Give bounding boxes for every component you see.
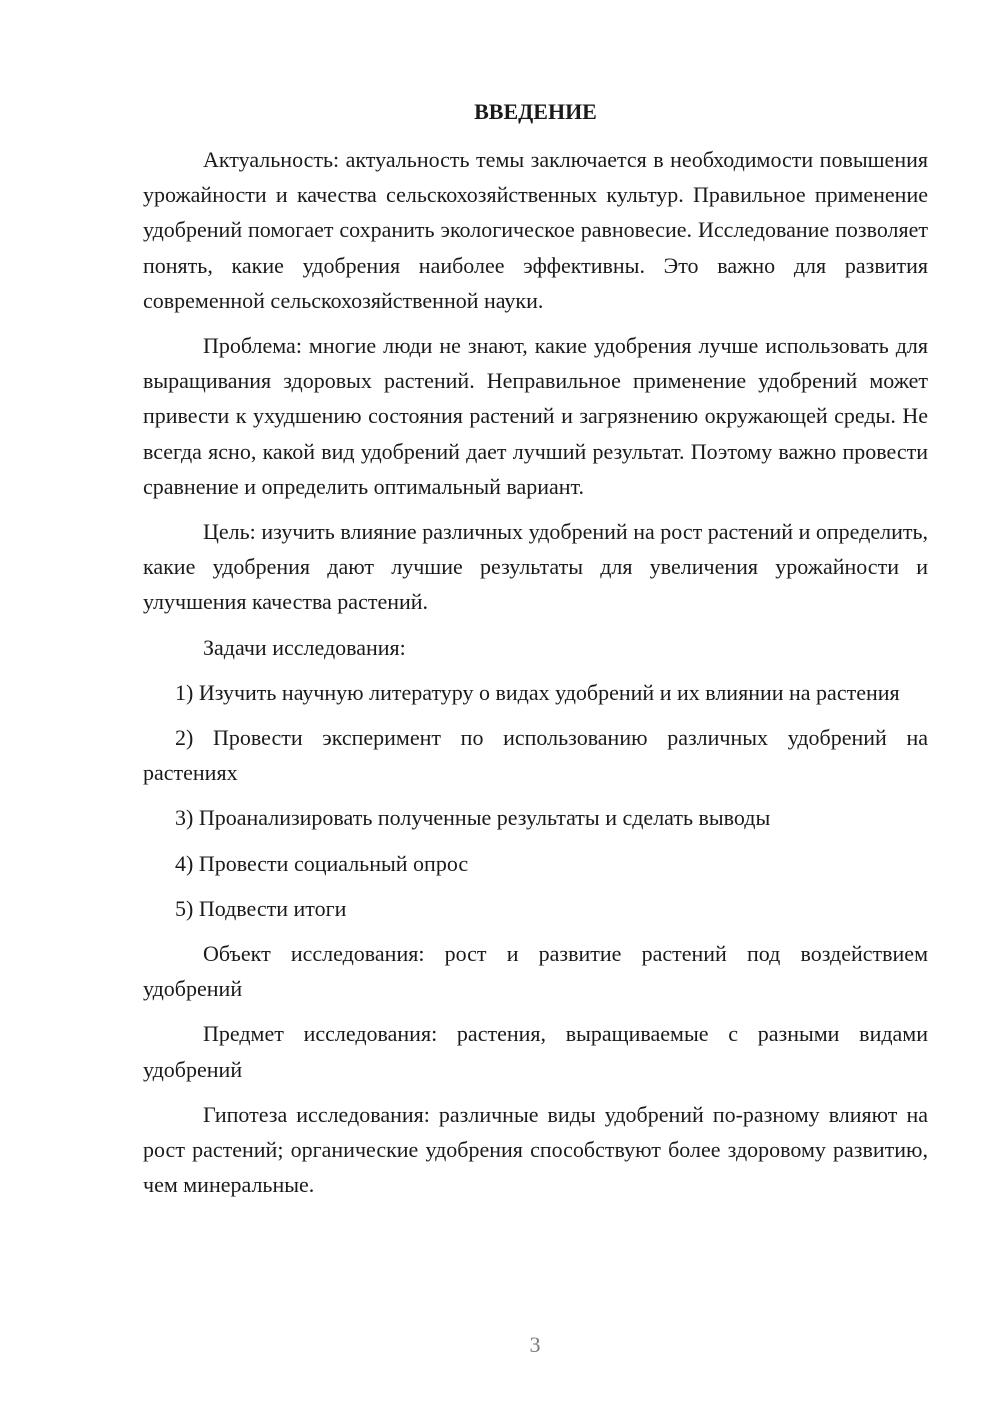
goal-paragraph: Цель: изучить влияние различных удобрений на рост растений и определить, какие удобрения дают лучшие результаты для увеличения урожайности и улучшения качества растений. [143,519,928,615]
problem-paragraph: Проблема: многие люди не знают, какие удобрения лучше использовать для выращивания здоровых растений. Неправильное применение удобрений может привести к ухудшению состояния растений и загрязнению окружающей среды. Не всегда ясно, какой вид удобрений дает лучший результат. Поэтому важно провести сравнение и определить оптимальный вариант. [143,333,928,499]
task-item-5: 5) Подвести итоги [175,895,347,921]
task-item-4: 4) Провести социальный опрос [175,850,469,876]
section-title: ВВЕДЕНИЕ [474,99,597,124]
tasks-heading: Задачи исследования: [203,634,406,660]
object-paragraph: Объект исследования: рост и развитие растений под воздействием удобрений [143,941,928,1002]
task-item-2: 2) Провести эксперимент по использованию различных удобрений на растениях [143,725,928,786]
hypothesis-paragraph: Гипотеза исследования: различные виды удобрений по-разному влияют на рост растений; органические удобрения способствуют более здоровому развитию, чем минеральные. [143,1101,928,1198]
document-page [143,94,928,1212]
task-item-3: 3) Проанализировать полученные результаты и сделать выводы [175,805,771,831]
subject-paragraph: Предмет исследования: растения, выращиваемые с разными видами удобрений [143,1021,928,1082]
task-item-1: 1) Изучить научную литературу о видах удобрений и их влиянии на растения [175,679,900,705]
relevance-paragraph: Актуальность: актуальность темы заключается в необходимости повышения урожайности и качества сельскохозяйственных культур. Правильное применение удобрений помогает сохранить экологическое равновесие. Исследование позволяет понять, какие удобрения наиболее эффективны. Это важно для развития современной сельскохозяйственной науки. [143,147,928,313]
page-number: 3 [529,1332,541,1357]
